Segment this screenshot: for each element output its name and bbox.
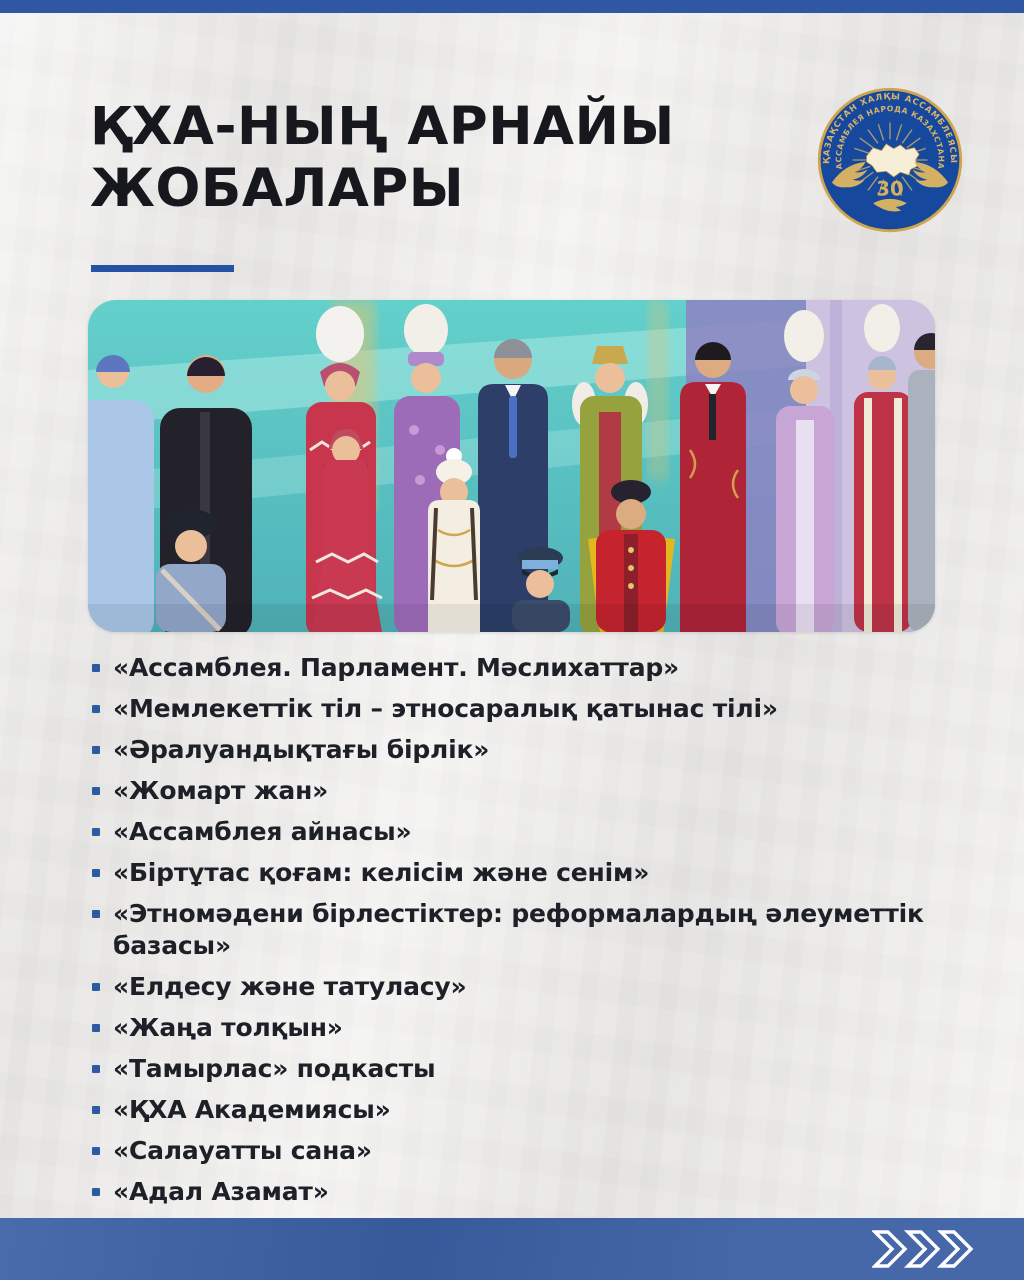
- group-photo: [88, 300, 935, 632]
- list-item-label: «ҚХА Академиясы»: [113, 1095, 391, 1124]
- bullet-square-icon: [92, 664, 100, 672]
- list-item: [90, 1012, 1004, 1044]
- list-item-label: «Тамырлас» подкасты: [113, 1054, 436, 1083]
- bullet-square-icon: [92, 910, 100, 918]
- title-line-2: ЖОБАЛАРЫ: [90, 158, 465, 219]
- list-item-label: «Әралуандықтағы бірлік»: [113, 735, 490, 764]
- list-item-label: «Мемлекеттік тіл – этносаралық қатынас тілі»: [113, 694, 778, 723]
- bullet-square-icon: [92, 787, 100, 795]
- bullet-square-icon: [92, 1024, 100, 1032]
- list-item: [90, 1176, 1004, 1208]
- assembly-anniversary-logo: [815, 85, 965, 235]
- anniversary-number: 30: [876, 177, 904, 201]
- list-item: [90, 898, 1004, 962]
- list-item-label: «Біртұтас қоғам: келісім және сенім»: [113, 858, 650, 887]
- list-item: [90, 1094, 1004, 1126]
- assembly-emblem-icon: [815, 85, 965, 235]
- list-item-label: «Салауатты сана»: [113, 1136, 372, 1165]
- figure-boy-red-coat: [680, 342, 746, 632]
- list-item: [90, 775, 1004, 807]
- list-item-label: «Этномәдени бірлестіктер: реформалардың әлеуметтік базасы»: [113, 899, 924, 960]
- bullet-square-icon: [92, 869, 100, 877]
- top-accent-bar: [0, 0, 1024, 13]
- bullet-square-icon: [92, 983, 100, 991]
- list-item-label: «Жаңа толқын»: [113, 1013, 343, 1042]
- figure-boy-far-right: [908, 333, 935, 632]
- list-item: [90, 971, 1004, 1003]
- page-title: [90, 96, 790, 220]
- title-line-1: ҚХА-НЫҢ АРНАЙЫ: [90, 96, 675, 157]
- bullet-square-icon: [92, 705, 100, 713]
- list-item: [90, 1135, 1004, 1167]
- list-item-label: «Ассамблея. Парламент. Мәслихаттар»: [113, 653, 680, 682]
- list-item: [90, 857, 1004, 889]
- logo-ring-text-inner: АССАМБЛЕЯ НАРОДА КАЗАХСТАНА: [834, 104, 946, 170]
- footer-bar: [0, 1218, 1024, 1280]
- list-item: [90, 734, 1004, 766]
- group-photo-illustration: [88, 300, 935, 632]
- bullet-square-icon: [92, 1065, 100, 1073]
- bullet-square-icon: [92, 1106, 100, 1114]
- list-item: [90, 652, 1004, 684]
- list-item-label: «Ассамблея айнасы»: [113, 817, 412, 846]
- title-divider: [91, 265, 234, 272]
- list-item: [90, 816, 1004, 848]
- bullet-square-icon: [92, 1188, 100, 1196]
- list-item: [90, 693, 1004, 725]
- list-item-label: «Адал Азамат»: [113, 1177, 329, 1206]
- projects-list: [90, 652, 1004, 1217]
- triple-chevron-icon: [872, 1229, 978, 1269]
- list-item: [90, 1053, 1004, 1085]
- list-item-label: «Жомарт жан»: [113, 776, 329, 805]
- bullet-square-icon: [92, 1147, 100, 1155]
- logo-ring-text-outer: ҚАЗАҚСТАН ХАЛҚЫ АССАМБЛЕЯСЫ: [821, 90, 960, 164]
- bullet-square-icon: [92, 746, 100, 754]
- bullet-square-icon: [92, 828, 100, 836]
- list-item-label: «Елдесу және татуласу»: [113, 972, 467, 1001]
